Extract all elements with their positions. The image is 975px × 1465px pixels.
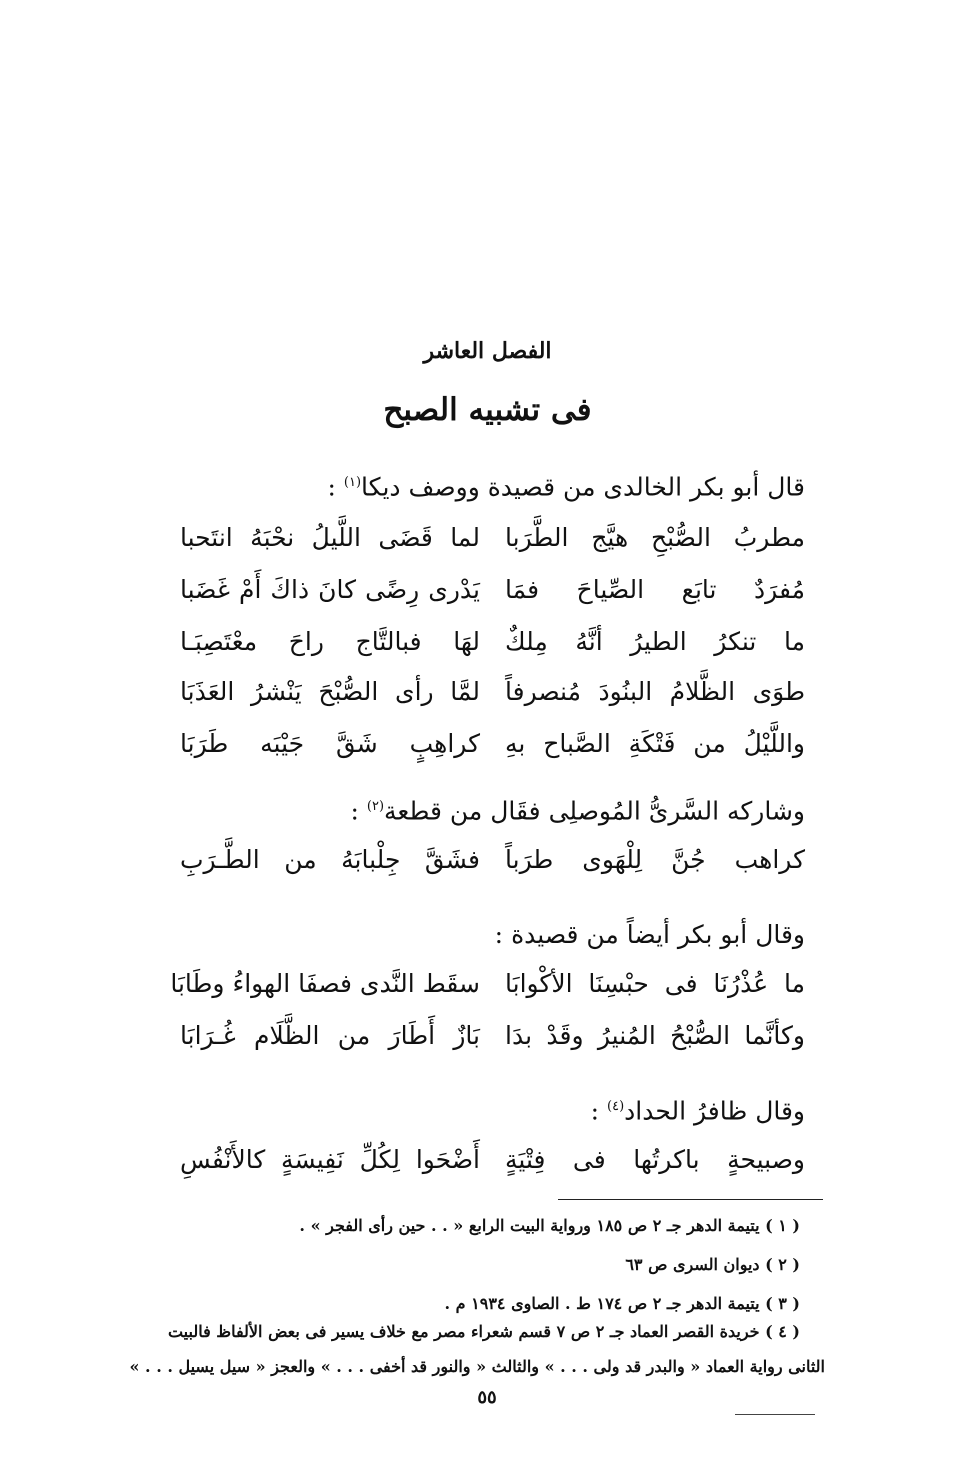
- section-title: فى تشبيه الصبح: [383, 392, 592, 428]
- verse-first-hemistich: مُفرَدٌ تابَع الصِّياحَ فمَا: [505, 575, 805, 604]
- verse-first-hemistich: وصبيحةٍ باكرتُها فى فِتْيَةٍ: [505, 1145, 805, 1174]
- footnote-4: ( ٤ ) خريدة القصر العماد جـ ٢ ص ٧ قسم شعراء مصر مع خلاف يسير فى بعض الألفاظ فالبيت: [167, 1322, 800, 1341]
- verse-second-hemistich: لما قَضَى اللَّيلُ نحْبَهُ انتَحبا: [180, 523, 480, 552]
- verse-first-hemistich: مطربُ الصُّبْحِ هيَّج الطَّرَبا: [505, 523, 805, 552]
- verse-first-hemistich: واللَّيْلُ من فَتْكَةِ الصَّباح بهِ: [505, 729, 805, 758]
- verse-second-hemistich: يَدْرى رِضًى كانَ ذاكَ أَمْ غَضَبا: [180, 575, 480, 604]
- footnote-ref: (٢): [366, 799, 385, 814]
- verse-second-hemistich: سقَط النَّدى فصفَا الهواءُ وطَابَا: [170, 969, 480, 998]
- poem-intro: [180, 918, 805, 952]
- intro-colon: :: [327, 472, 336, 502]
- verse-line: [180, 518, 805, 558]
- verse-second-hemistich: لمَّا رأى الصُّبْحَ يَنْشرُ العَذَبَا: [180, 677, 480, 706]
- verse-line: [180, 672, 805, 712]
- verse-line: [180, 1140, 805, 1180]
- footnote-2: ( ٢ ) ديوان السرى ص ٦٣: [625, 1255, 800, 1274]
- footnote-ref: (٤): [607, 1099, 625, 1114]
- verse-line: [180, 724, 805, 764]
- footnote-3: ( ٣ ) يتيمة الدهر جـ ٢ ص ١٧٤ ط . الصاوى ١٩٣٤ م .: [444, 1294, 800, 1313]
- verse-second-hemistich: كراهِبٍ شَقَّ جَيْبَه طَرَبَا: [180, 729, 480, 758]
- intro-text: وقال أبو بكر أيضاً من قصيدة: [511, 920, 805, 949]
- footnote-divider: [558, 1199, 823, 1200]
- verse-first-hemistich: كراهب جُنَّ لِلْهَوى طرَباً: [505, 845, 805, 874]
- verse-first-hemistich: ما تنكرُ الطيرُ أنَّهُ مِلكٌ: [505, 627, 805, 656]
- intro-text: قال أبو بكر الخالدى من قصيدة ووصف ديكا: [361, 472, 805, 502]
- bottom-rule: [735, 1414, 815, 1415]
- poem-intro: [180, 790, 805, 828]
- verse-line: [170, 964, 805, 1004]
- verse-first-hemistich: وكأنَّما الصُّبْحُ المُنيرُ وقَدْ بدَا: [505, 1021, 805, 1050]
- verse-line: [180, 622, 805, 662]
- footnote-ref: (١): [343, 475, 362, 490]
- verse-first-hemistich: طوَى الظَّلامُ البنُودَ مُنصرفاً: [505, 677, 805, 706]
- verse-second-hemistich: بَازٌ أَطَارَ من الظَّلَام غُـرَابَا: [180, 1021, 480, 1050]
- intro-colon: :: [350, 796, 359, 826]
- chapter-heading: الفصل العاشر: [423, 338, 552, 364]
- verse-line: [180, 570, 805, 610]
- page-number: ٥٥: [477, 1387, 497, 1408]
- footnote-4-continuation: الثانى رواية العماد « والبدر قد ولى . . . » والثالث « والنور قد أخفى . . . » والعجز « سيل يسيل . . . »: [129, 1357, 825, 1376]
- verse-second-hemistich: أَضْحَوا لِكُلِّ نَفِيسَةٍ كالأَنْفُسِ: [180, 1145, 480, 1174]
- poem-intro: [180, 1090, 805, 1128]
- intro-colon: :: [494, 920, 504, 949]
- intro-text: وشاركه السَّرىُّ المُوصلِى فقَال من قطعة: [384, 796, 805, 826]
- poem-intro: [180, 466, 805, 504]
- verse-second-hemistich: فشَقَّ جِلْبابَهُ من الطَّـرَبِ: [180, 845, 480, 874]
- verse-second-hemistich: لهَا فبالتَّاج راحَ معْتَصِبَـا: [180, 627, 480, 656]
- intro-colon: :: [590, 1096, 600, 1126]
- footnote-1: ( ١ ) يتيمة الدهر جـ ٢ ص ١٨٥ ورواية البيت الرابع « . . حين رأى الفجر » .: [299, 1216, 800, 1235]
- verse-line: [180, 840, 805, 880]
- intro-text: وقال ظافرُ الحداد: [624, 1096, 805, 1126]
- verse-line: [180, 1016, 805, 1056]
- verse-first-hemistich: ما عُذْرُنَا فى حبْسِنَا الأكْوابَا: [505, 969, 805, 998]
